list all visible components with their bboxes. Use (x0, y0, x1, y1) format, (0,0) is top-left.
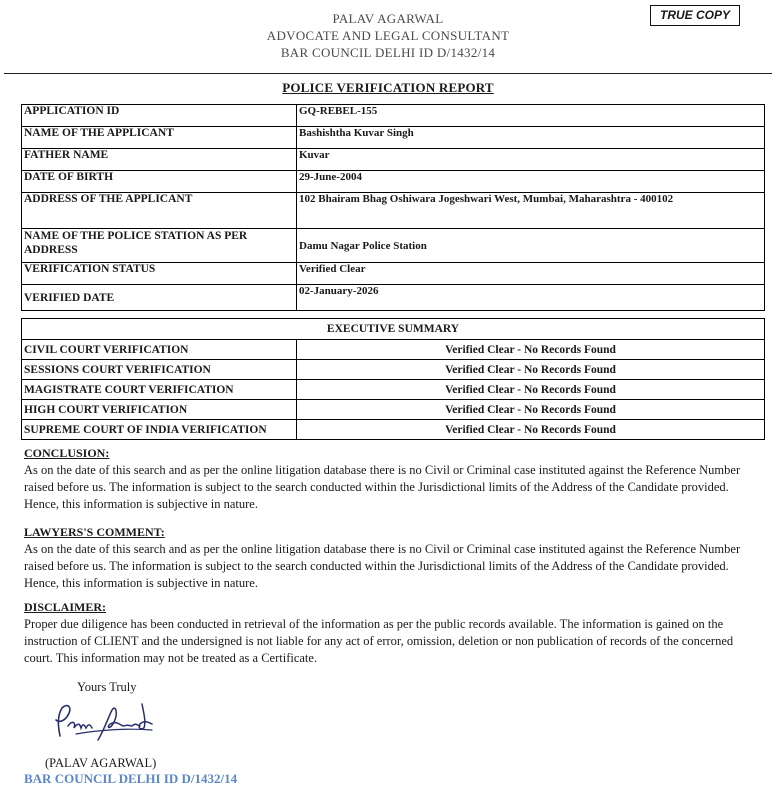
conclusion-text: As on the date of this search and as per the online litigation database there is no Civil or Criminal case instituted against the Reference Number raised before us. The information is subject to the search conducted within the Jurisdictional limits of the Address of the Candidate provided. Hence, this information is subjective in nature. (24, 463, 741, 511)
row-label: HIGH COURT VERIFICATION (22, 400, 297, 420)
row-value: 102 Bhairam Bhag Oshiwara Jogeshwari West, Mumbai, Maharashtra - 400102 (297, 193, 765, 229)
signatory-bar-council-id: BAR COUNCIL DELHI ID D/1432/14 (24, 771, 238, 786)
row-value: Verified Clear - No Records Found (297, 360, 765, 380)
handwritten-signature (48, 700, 158, 745)
row-value: Verified Clear - No Records Found (297, 340, 765, 360)
row-label: MAGISTRATE COURT VERIFICATION (22, 380, 297, 400)
row-value: Verified Clear - No Records Found (297, 400, 765, 420)
row-value: Verified Clear - No Records Found (297, 380, 765, 400)
table-row (22, 193, 765, 229)
advocate-name: PALAV AGARWAL (332, 11, 444, 26)
row-value: Damu Nagar Police Station (297, 229, 765, 263)
report-title: POLICE VERIFICATION REPORT (282, 80, 494, 95)
conclusion-section (24, 445, 756, 513)
bar-council-id: BAR COUNCIL DELHI ID D/1432/14 (280, 45, 496, 60)
lawyers-comment-text: As on the date of this search and as per the online litigation database there is no Civil or Criminal case instituted against the Reference Number raised before us. The information is subject to the search conducted within the Jurisdictional limits of the Address of the Candidate provided. Hence, this information is subjective in nature. (24, 542, 741, 590)
row-label: VERIFICATION STATUS (22, 263, 297, 285)
row-label: SUPREME COURT OF INDIA VERIFICATION (22, 420, 297, 440)
conclusion-heading: CONCLUSION: (24, 446, 110, 460)
row-label: NAME OF THE POLICE STATION AS PER ADDRESS (22, 229, 297, 263)
table-row (22, 171, 765, 193)
row-value: 29-June-2004 (297, 171, 765, 193)
signatory-name: (PALAV AGARWAL) (45, 756, 157, 770)
row-value: 02-January-2026 (297, 285, 765, 311)
summary-title: EXECUTIVE SUMMARY (22, 319, 765, 340)
row-label: ADDRESS OF THE APPLICANT (22, 193, 297, 229)
disclaimer-section (24, 599, 756, 667)
row-label: CIVIL COURT VERIFICATION (22, 340, 297, 360)
summary-header-row (22, 319, 765, 340)
applicant-info-table (21, 104, 765, 311)
lawyers-comment-section (24, 524, 756, 592)
table-row (22, 285, 765, 311)
table-row (22, 360, 765, 380)
row-label: VERIFIED DATE (22, 285, 297, 311)
table-row (22, 400, 765, 420)
table-row (22, 127, 765, 149)
row-label: FATHER NAME (22, 149, 297, 171)
yours-truly: Yours Truly (77, 680, 137, 694)
disclaimer-text: Proper due diligence has been conducted in retrieval of the information as per the public records available. The information is gained on the instruction of CLIENT and the undersigned is not liable for any act of error, omission, deletion or non publication of records of the concerned court. This information may not be treated as a Certificate. (24, 617, 734, 665)
table-row (22, 380, 765, 400)
row-label: APPLICATION ID (22, 105, 297, 127)
table-row (22, 105, 765, 127)
table-row (22, 149, 765, 171)
row-value: Kuvar (297, 149, 765, 171)
advocate-designation: ADVOCATE AND LEGAL CONSULTANT (266, 28, 510, 43)
table-row (22, 420, 765, 440)
table-row (22, 340, 765, 360)
table-row (22, 263, 765, 285)
row-value: Bashishtha Kuvar Singh (297, 127, 765, 149)
row-label: DATE OF BIRTH (22, 171, 297, 193)
executive-summary-table (21, 318, 765, 440)
lawyers-comment-heading: LAWYERS'S COMMENT: (24, 525, 165, 539)
row-value: GQ-REBEL-155 (297, 105, 765, 127)
true-copy-stamp: TRUE COPY (650, 5, 740, 26)
disclaimer-heading: DISCLAIMER: (24, 600, 107, 614)
header-divider (4, 73, 772, 74)
row-label: NAME OF THE APPLICANT (22, 127, 297, 149)
table-row (22, 229, 765, 263)
row-value: Verified Clear - No Records Found (297, 420, 765, 440)
row-label: SESSIONS COURT VERIFICATION (22, 360, 297, 380)
row-value: Verified Clear (297, 263, 765, 285)
